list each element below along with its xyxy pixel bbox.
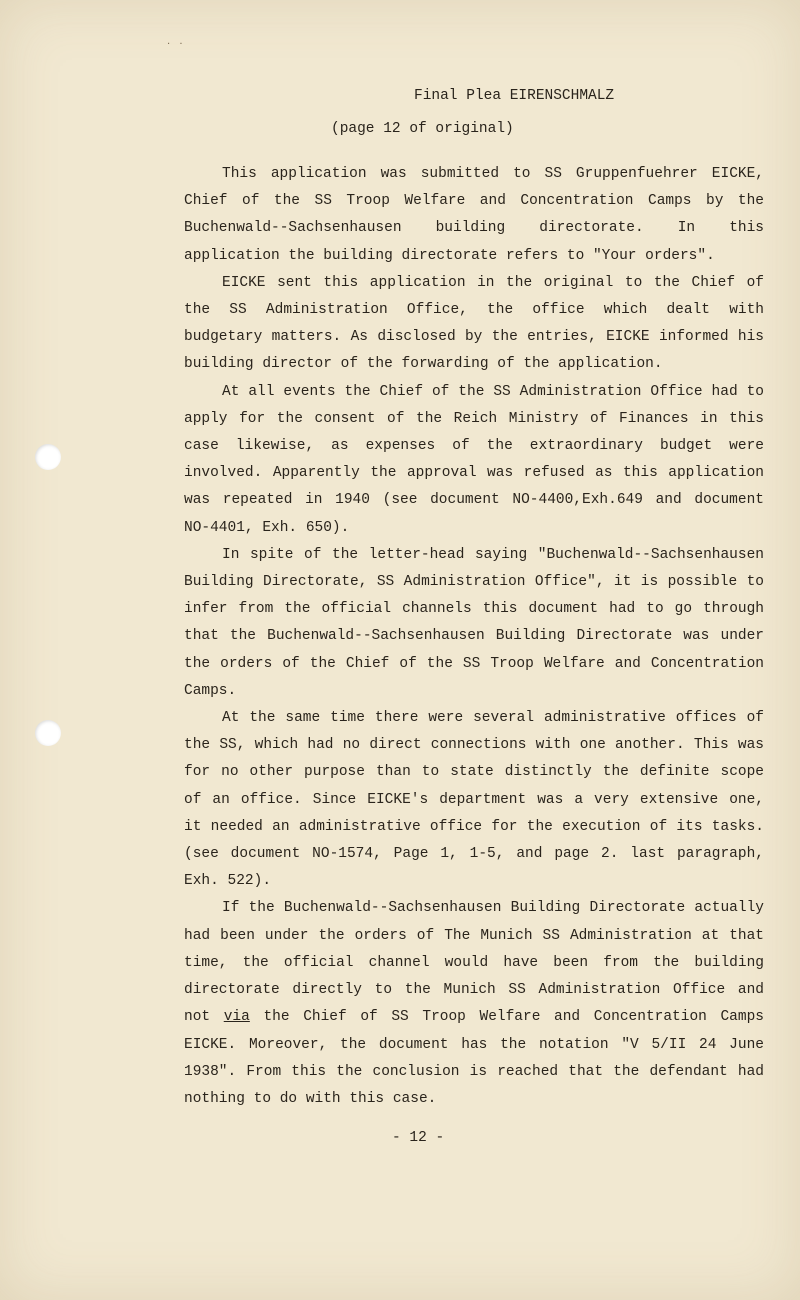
document-body (184, 161, 764, 1113)
paragraph-6 (184, 895, 764, 1113)
paragraph-4: In spite of the letter-head saying "Buchenwald--Sachsenhausen Building Directorate, SS Administration Office", it is possible to infer from the official channels this document had to go through that the Buchenwald--Sachsenhausen Building Directorate was under the orders of the Chief of the SS Troop Welfare and Concentration Camps. (184, 546, 764, 699)
paragraph-5: At the same time there were several administrative offices of the SS, which had no direct connections with one another. This was for no other purpose than to state distinctly the definite scope of an office. Since EICKE's department was a very extensive one, it needed an administrative office for the execution of its tasks. (see document NO-1574, Page 1, 1-5, and page 2. last paragraph, Exh. 522). (184, 710, 764, 890)
paragraph-2: EICKE sent this application in the original to the Chief of the SS Administration Office, the office which dealt with budgetary matters. As disclosed by the entries, EICKE informed his building director of the forwarding of the application. (184, 274, 764, 373)
paragraph-3: At all events the Chief of the SS Administration Office had to apply for the consent of the Reich Ministry of Finances in this case likewise, as expenses of the extraordinary budget were involved. Apparently the approval was refused as this application was repeated in 1940 (see document NO-4400,Exh.649 and document NO-4401, Exh. 650). (184, 383, 764, 536)
document-title: Final Plea EIRENSCHMALZ (414, 88, 615, 104)
punch-hole-bottom (35, 720, 61, 746)
punch-hole-top (35, 444, 61, 470)
document-subtitle: (page 12 of original) (331, 121, 514, 137)
paragraph-6-emphasis: via (223, 1009, 250, 1026)
paragraph-1: This application was submitted to SS Gruppenfuehrer EICKE, Chief of the SS Troop Welfare and Concentration Camps by the Buchenwald--Sachsenhausen building directorate. In this application the building directorate refers to "Your orders". (184, 166, 764, 264)
paragraph-6-part-2: the Chief of SS Troop Welfare and Concentration Camps EICKE. Moreover, the document has the notation "V 5/II 24 June 1938". From this the conclusion is reached that the defendant had nothing to do with this case. (184, 1009, 764, 1107)
page-number: - 12 - (392, 1130, 445, 1146)
margin-marks: . . (167, 36, 186, 47)
paragraph-6-part-1: If the Buchenwald--Sachsenhausen Building Directorate actually had been under the orders of The Munich SS Administration at that time, the official channel would have been from the building directorate directly to the Munich SS Administration Office and not (184, 900, 764, 1026)
